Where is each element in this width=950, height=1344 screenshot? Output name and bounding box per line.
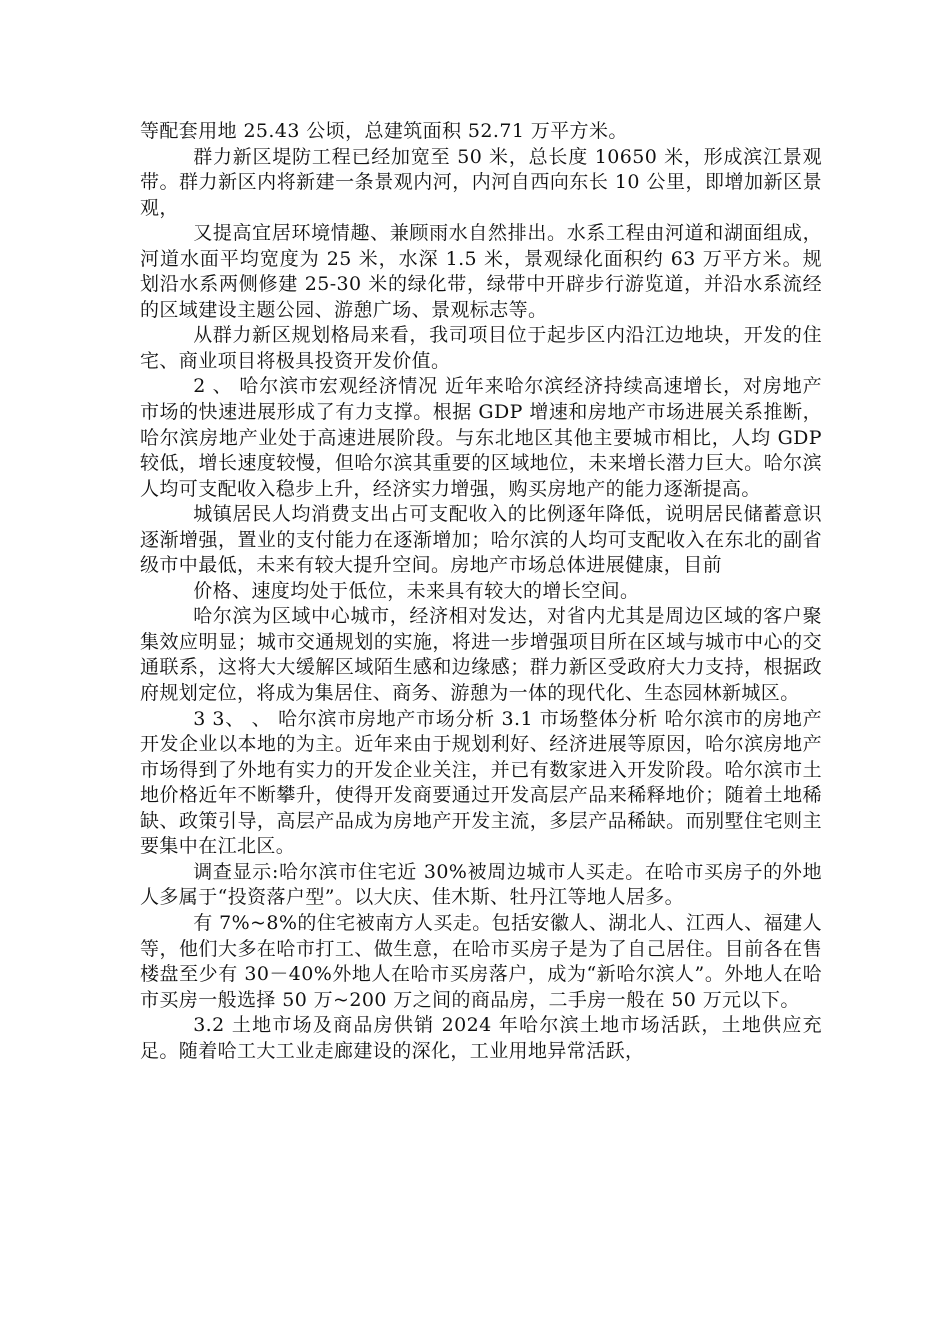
paragraph-4: 从群力新区规划格局来看，我司项目位于起步区内沿江边地块，开发的住宅、商业项目将极具投资开发价值。 (140, 324, 822, 372)
paragraph-5: 2 、 哈尔滨市宏观经济情况 近年来哈尔滨经济持续高速增长，对房地产市场的快速进展形成了有力支撑。根据 GDP 增速和房地产市场进展关系推断，哈尔滨房地产业处于高速进展阶段。与东北地区其他主要城市相比，人均 GDP 较低，增长速度较慢，但哈尔滨其重要的区域地位，未来增长潜力巨大。哈尔滨人均可支配收入稳步上升，经济实力增强，购买房地产的能力逐渐提高。 (140, 375, 822, 500)
paragraph-1: 等配套用地 25.43 公顷，总建筑面积 52.71 万平方米。 (140, 120, 628, 142)
paragraph-12: 3.2 土地市场及商品房供销 2024 年哈尔滨土地市场活跃，土地供应充足。随着哈工大工业走廊建设的深化，工业用地异常活跃， (140, 1014, 822, 1062)
paragraph-8: 哈尔滨为区域中心城市，经济相对发达，对省内尤其是周边区域的客户聚集效应明显；城市交通规划的实施，将进一步增强项目所在区域与城市中心的交通联系，这将大大缓解区域陌生感和边缘感；群力新区受政府大力支持，根据政府规划定位，将成为集居住、商务、游憩为一体的现代化、生态园林新城区。 (140, 605, 822, 705)
paragraph-2: 群力新区堤防工程已经加宽至 50 米，总长度 10650 米，形成滨江景观带。群力新区内将新建一条景观内河，内河自西向东长 10 公里，即增加新区景观， (140, 145, 822, 219)
paragraph-3: 又提高宜居环境情趣、兼顾雨水自然排出。水系工程由河道和湖面组成，河道水面平均宽度为 25 米，水深 1.5 米，景观绿化面积约 63 万平方米。规划沿水系两侧修建 25-30 米的绿化带，绿带中开辟步行游览道，并沿水系流经的区域建设主题公园、游憩广场、景观标志等。 (140, 222, 822, 321)
paragraph-7: 价格、速度均处于低位，未来具有较大的增长空间。 (193, 579, 640, 602)
paragraph-6: 城镇居民人均消费支出占可支配收入的比例逐年降低，说明居民储蓄意识逐渐增强，置业的支付能力在逐渐增加；哈尔滨的人均可支配收入在东北的副省级市中最低，未来有较大提升空间。房地产市场总体进展健康，目前 (140, 503, 822, 577)
paragraph-9: 3 3、 、 哈尔滨市房地产市场分析 3.1 市场整体分析 哈尔滨市的房地产开发企业以本地的为主。近年来由于规划利好、经济进展等原因，哈尔滨房地产市场得到了外地有实力的开发企业关注，并已有数家进入开发阶段。哈尔滨市土地价格近年不断攀升，使得开发商要通过开发高层产品来稀释地价；随着土地稀缺、政策引导，高层产品成为房地产开发主流，多层产品稀缺。而别墅住宅则主要集中在江北区。 (140, 707, 822, 858)
document-page (140, 119, 822, 1064)
paragraph-10: 调查显示:哈尔滨市住宅近 30%被周边城市人买走。在哈市买房子的外地人多属于“投资落户型”。以大庆、佳木斯、牡丹江等地人居多。 (140, 860, 822, 909)
paragraph-11: 有 7%~8%的住宅被南方人买走。包括安徽人、湖北人、江西人、福建人等，他们大多在哈市打工、做生意，在哈市买房子是为了自己居住。目前各在售楼盘至少有 30－40%外地人在哈市买房落户，成为“新哈尔滨人”。外地人在哈市买房一般选择 50 万~200 万之间的商品房，二手房一般在 50 万元以下。 (140, 911, 822, 1011)
